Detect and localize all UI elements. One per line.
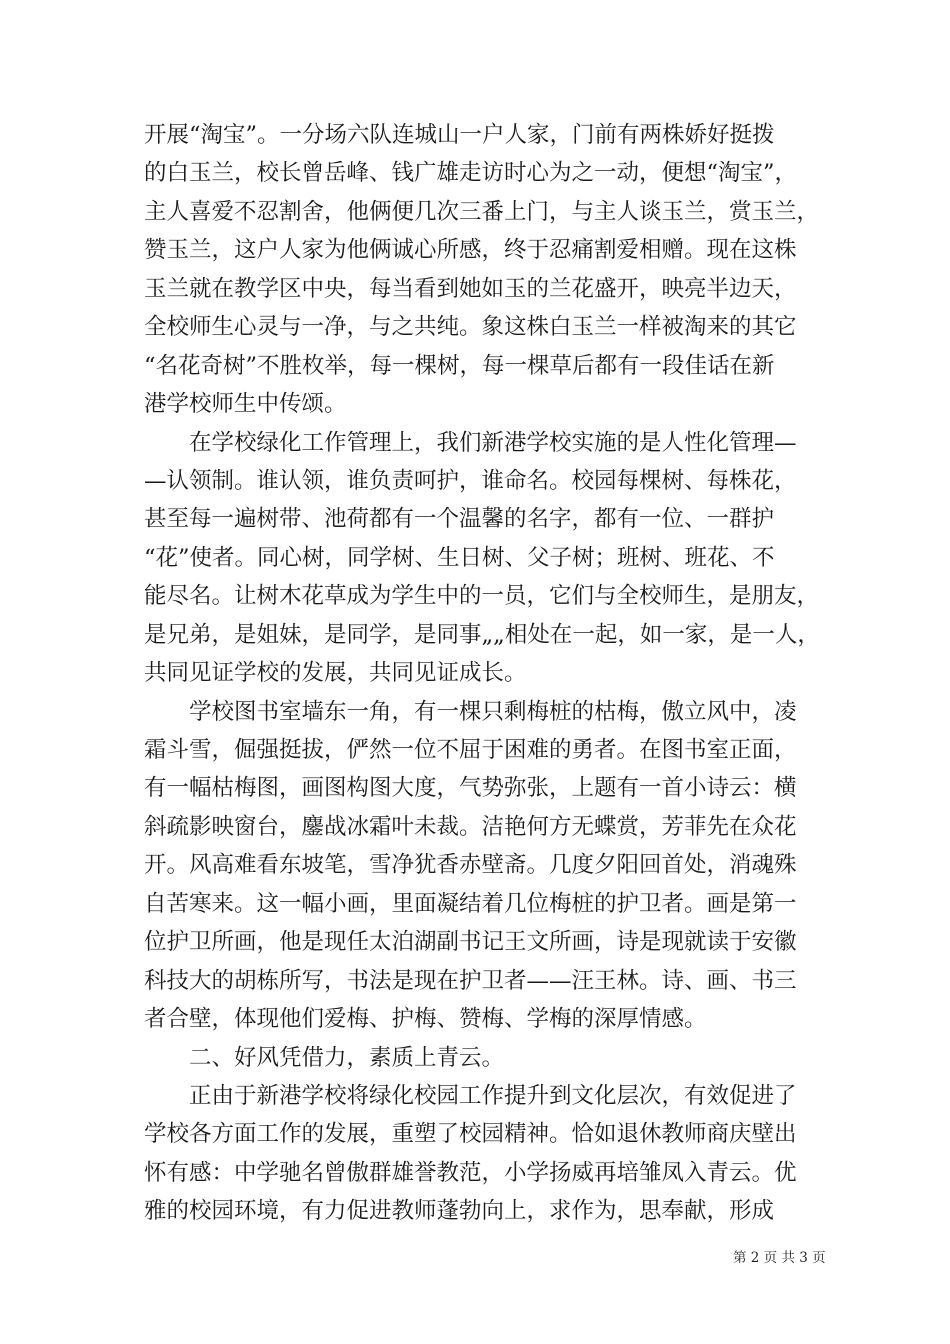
page-number-footer: 第 2 页 共 3 页	[733, 1250, 826, 1266]
text-line: “花”使者。同心树，同学树、生日树、父子树；班树、班花、不	[144, 544, 775, 571]
text-line: 位护卫所画，他是现任太泊湖副书记王文所画，诗是现就读于安徽	[144, 929, 797, 956]
section-heading: 二、好风凭借力，素质上青云。	[189, 1044, 505, 1071]
paragraph-first-line: 在学校绿化工作管理上，我们新港学校实施的是人性化管理—	[189, 429, 797, 456]
text-line: 怀有感：中学驰名曾傲群雄誉教范，小学扬威再培雏凤入青云。优	[144, 1159, 797, 1186]
text-line: 开。风高难看东坡笔，雪净犹香赤壁斋。几度夕阳回首处，消魂殊	[144, 852, 797, 879]
text-line: 是兄弟，是姐妹，是同学，是同事„„相处在一起，如一家，是一人，	[144, 621, 820, 648]
text-line: —认领制。谁认领，谁负责呵护，谁命名。校园每棵树、每株花，	[144, 467, 797, 494]
text-line: 港学校师生中传颂。	[144, 391, 347, 418]
paragraph-first-line: 正由于新港学校将绿化校园工作提升到文化层次，有效促进了	[189, 1082, 797, 1109]
text-line: 甚至每一遍树带、池荷都有一个温馨的名字，都有一位、一群护	[144, 506, 775, 533]
text-line: 斜疏影映窗台，鏖战冰霜叶未裁。洁艳何方无蝶赏，芳菲先在众花	[144, 813, 797, 840]
text-line: 雅的校园环境，有力促进教师蓬勃向上，求作为，思奉献，形成	[144, 1198, 775, 1225]
text-line: 有一幅枯梅图，画图构图大度，气势弥张，上题有一首小诗云：横	[144, 775, 797, 802]
text-line: 赞玉兰，这户人家为他俩诚心所感，终于忍痛割爱相赠。现在这株	[144, 237, 797, 264]
text-line: 开展“淘宝”。一分场六队连城山一户人家，门前有两株娇好挺拨	[144, 122, 775, 148]
text-line: 科技大的胡栋所写，书法是现在护卫者——汪王林。诗、画、书三	[144, 967, 797, 994]
text-line: 全校师生心灵与一净，与之共纯。象这株白玉兰一样被淘来的其它	[144, 314, 797, 341]
text-line: 的白玉兰，校长曾岳峰、钱广雄走访时心为之一动，便想“淘宝”，	[144, 160, 798, 187]
document-body	[144, 116, 820, 1231]
paragraph-first-line: 学校图书室墙东一角，有一棵只剩梅桩的枯梅，傲立风中，凌	[189, 698, 797, 725]
text-line: 自苦寒来。这一幅小画，里面凝结着几位梅桩的护卫者。画是第一	[144, 890, 797, 917]
text-line: 玉兰就在教学区中央，每当看到她如玉的兰花盛开，映亮半边天，	[144, 275, 797, 302]
text-line: 能尽名。让树木花草成为学生中的一员，它们与全校师生，是朋友，	[144, 583, 820, 610]
text-line: 共同见证学校的发展，共同见证成长。	[144, 660, 527, 687]
text-line: 霜斗雪，倔强挺拔，俨然一位不屈于困难的勇者。在图书室正面，	[144, 737, 797, 763]
text-line: 主人喜爱不忍割舍，他俩便几次三番上门，与主人谈玉兰，赏玉兰，	[144, 198, 820, 225]
text-line: “名花奇树”不胜枚举，每一棵树，每一棵草后都有一段佳话在新	[144, 352, 775, 379]
text-line: 者合壁，体现他们爱梅、护梅、赞梅、学梅的深厚情感。	[144, 1006, 707, 1033]
text-line: 学校各方面工作的发展，重塑了校园精神。恰如退休教师商庆壁出	[144, 1121, 797, 1148]
